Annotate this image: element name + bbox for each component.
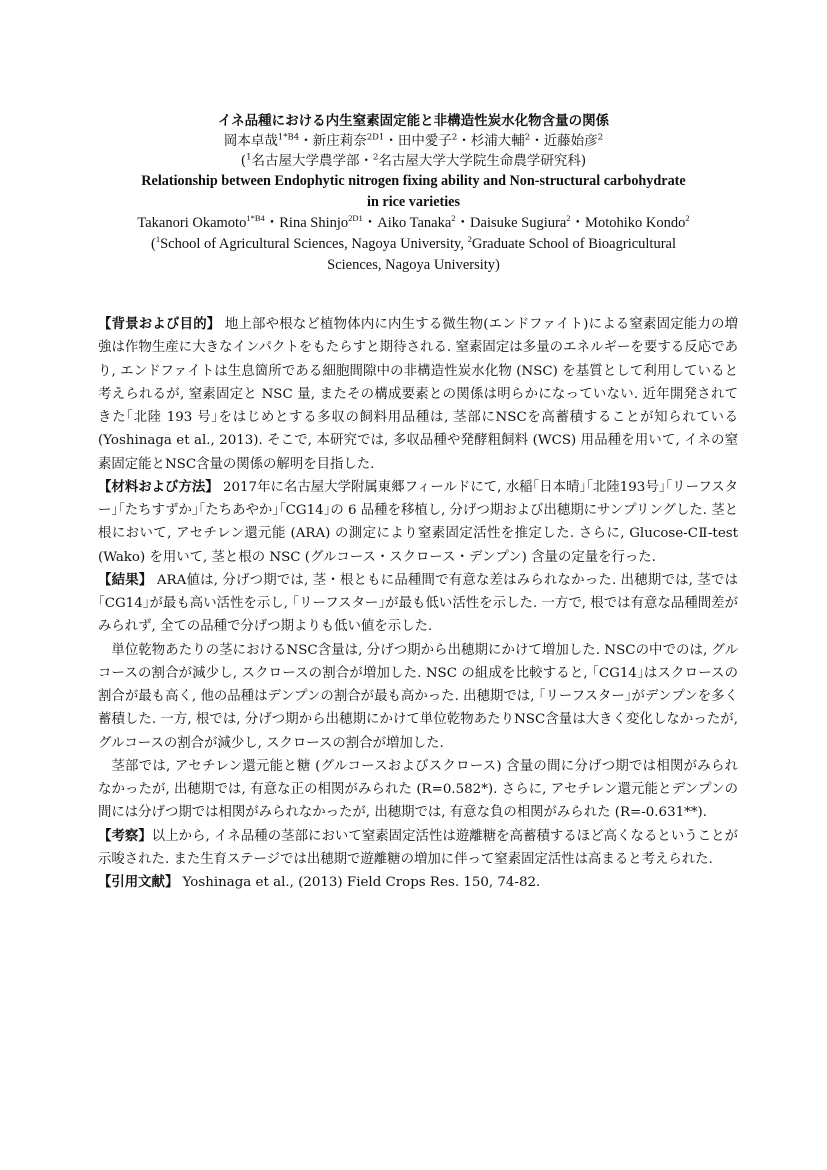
author-1-en: Takanori Okamoto <box>137 215 247 231</box>
en-affil-2: Graduate School of Bioagricultural <box>471 236 677 252</box>
background-heading: 【背景および目的】 <box>98 317 221 332</box>
author-3-jp: ・田中愛子 <box>384 133 452 149</box>
author-2-en-affil: 2D1 <box>348 213 363 224</box>
en-affil-open-paren: ( <box>150 236 156 252</box>
author-5-en: ・Motohiko Kondo <box>570 215 686 231</box>
results-paragraph-1 <box>98 569 738 639</box>
english-authors <box>0 213 827 234</box>
abstract-body <box>98 313 738 894</box>
affil-1-marker: 1 <box>246 152 252 163</box>
english-title-line-2: in rice varieties <box>367 194 460 210</box>
author-5-en-affil: 2 <box>685 213 690 224</box>
affil-open-paren: ( <box>240 153 247 169</box>
en-affil-2-marker: 2 <box>467 234 472 245</box>
japanese-authors <box>0 131 827 151</box>
discussion-heading: 【考察】 <box>98 828 152 844</box>
author-2-jp: ・新庄莉奈 <box>299 133 367 149</box>
paper-header <box>0 112 827 276</box>
author-4-en-affil: 2 <box>566 213 571 224</box>
affil-2-jp: 名古屋大学大学院生命農学研究科) <box>378 153 587 169</box>
english-affiliations <box>0 234 827 255</box>
author-4-jp-affil: 2 <box>524 132 531 143</box>
affil-1-jp: 名古屋大学農学部・ <box>251 153 373 169</box>
background-paragraph <box>98 313 738 476</box>
references-text: Yoshinaga et al., (2013) Field Crops Res. 150, 74-82. <box>178 875 541 890</box>
results-text-1: ARA値は, 分げつ期では, 茎・根ともに品種間で有意な差はみられなかった. 出穂期では, 茎では｢CG14｣が最も高い活性を示し, ｢リーフスター｣が最も低い活性を示した. 一方で, 根では有意な品種間差がみられず, 全ての品種で分げつ期よりも低い値を示した. <box>98 572 738 635</box>
methods-paragraph <box>98 476 738 569</box>
results-heading: 【結果】 <box>98 572 153 588</box>
author-3-jp-affil: 2 <box>451 132 458 143</box>
english-title-line-1: Relationship between Endophytic nitrogen fixing ability and Non-structural carbohydrate <box>141 173 686 189</box>
background-text: 地上部や根など植物体内に内生する微生物(エンドファイト)による窒素固定能力の増強は作物生産に大きなインパクトをもたらすと期待される. 窒素固定は多量のエネルギーを要する反応であり, エンドファイトは生息箇所である細胞間隙中の非構造性炭水化物 (NSC) を基質として利用していると考えられるが, 窒素固定と NSC 量, またその構成要素との関係は明らかになっていない. 近年開発されてきた｢北陸 193 号｣をはじめとする多収の飼料用品種は, 茎部にNSCを高蓄積することが知られている(Yoshinaga et al., 2013). そこで, 本研究では, 多収品種や発酵粗飼料 (WCS) 用品種を用いて, イネの窒素固定能とNSC含量の関係の解明を目指した. <box>98 317 738 472</box>
author-4-jp: ・杉浦大輔 <box>457 133 525 149</box>
discussion-paragraph <box>98 825 738 872</box>
author-1-jp-affil: 1*B4 <box>277 132 300 143</box>
author-3-en-affil: 2 <box>451 213 456 224</box>
results-paragraph-3: 茎部では, アセチレン還元能と糖 (グルコースおよびスクロース) 含量の間に分げつ期では相関がみられなかったが, 出穂期では, 有意な正の相関がみられた (R=0.582*). さらに, アセチレン還元能とデンプンの間には分げつ期では相関がみられなかったが, 出穂期では, 有意な負の相関がみられた (R=-0.631**). <box>98 758 738 821</box>
author-5-jp-affil: 2 <box>597 132 604 143</box>
author-2-jp-affil: 2D1 <box>366 132 385 143</box>
author-3-en: ・Aiko Tanaka <box>362 215 452 231</box>
en-affil-1-marker: 1 <box>155 234 161 245</box>
references-heading: 【引用文献】 <box>98 875 179 890</box>
methods-heading: 【材料および方法】 <box>98 479 219 495</box>
references-paragraph <box>98 871 738 894</box>
affil-2-marker: 2 <box>373 152 379 163</box>
methods-text: 2017年に名古屋大学附属東郷フィールドにて, 水稲｢日本晴｣｢北陸193号｣｢リーフスター｣｢たちすずか｣｢たちあやか｣｢CG14｣の 6 品種を移植し, 分げつ期および出穂期にサンプリングした. 茎と根において, アセチレン還元能 (ARA) の測定により窒素固定活性を推定した. さらに, Glucose-CⅡ-test (Wako) を用いて, 茎と根の NSC (グルコース・スクロース・デンプン) 含量の定量を行った. <box>98 479 739 565</box>
author-1-en-affil: 1*B4 <box>246 213 265 224</box>
en-affil-1: School of Agricultural Sciences, Nagoya University, <box>160 236 468 252</box>
author-4-en: ・Daisuke Sugiura <box>455 215 567 231</box>
english-affiliations-line-2: Sciences, Nagoya University) <box>327 257 500 273</box>
japanese-title: イネ品種における内生窒素固定能と非構造性炭水化物含量の関係 <box>217 113 610 129</box>
results-paragraph-2: 単位乾物あたりの茎におけるNSC含量は, 分げつ期から出穂期にかけて増加した. NSCの中でのは, グルコースの割合が減少し, スクロースの割合が増加した. NSC の組成を比較すると, ｢CG14｣はスクロースの割合が最も高く, 他の品種はデンプンの割合が最も高かった. 出穂期では, ｢リーフスター｣がデンプンを多く蓄積した. 一方, 根では, 分げつ期から出穂期にかけて単位乾物あたりNSC含量は大きく変化しなかったが, グルコースの割合が減少し, スクロースの割合が増加した. <box>98 642 738 751</box>
author-5-jp: ・近藤始彦 <box>530 133 598 149</box>
discussion-text: 以上から, イネ品種の茎部において窒素固定活性は遊離糖を高蓄積するほど高くなるということが示唆された. また生育ステージでは出穂期で遊離糖の増加に伴って窒素固定活性は高まると考えられた. <box>98 828 738 867</box>
author-2-en: ・Rina Shinjo <box>264 215 349 231</box>
japanese-affiliations <box>0 151 827 171</box>
author-1-jp: 岡本卓哉 <box>223 133 278 149</box>
